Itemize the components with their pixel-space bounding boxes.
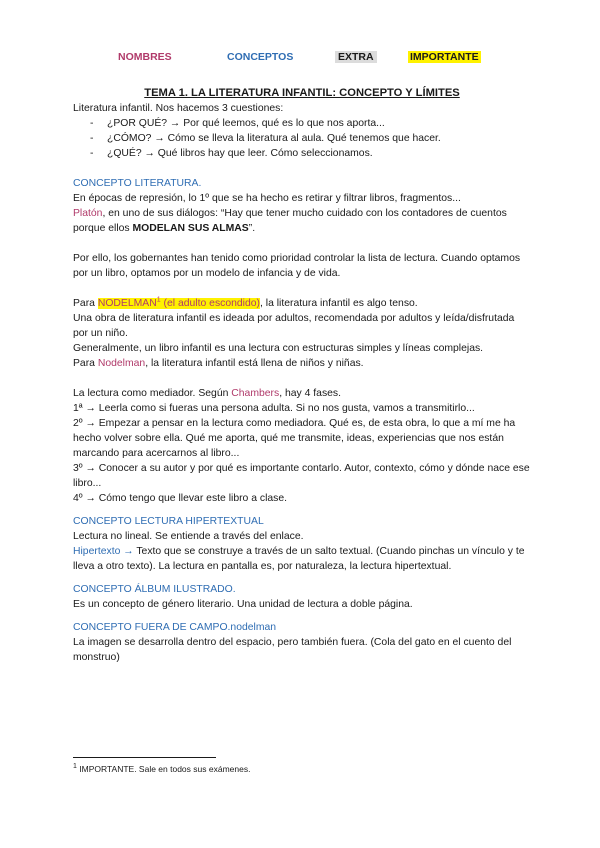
list-item: - ¿QUÉ? → Qué libros hay que leer. Cómo seleccionamos. bbox=[90, 146, 531, 161]
legend-nombres: NOMBRES bbox=[118, 51, 172, 63]
paragraph-text: Para bbox=[73, 298, 98, 309]
name-nodelman: nodelman bbox=[230, 622, 277, 633]
paragraph bbox=[73, 386, 531, 401]
section-heading: CONCEPTO LITERATURA. bbox=[73, 178, 202, 189]
name-chambers: Chambers bbox=[231, 388, 280, 399]
paragraph: Generalmente, un libro infantil es una lectura con estructuras simples y líneas complejas. bbox=[73, 343, 484, 354]
paragraph bbox=[73, 356, 531, 371]
list-item: - ¿POR QUÉ? → Por qué leemos, qué es lo que nos aporta... bbox=[90, 116, 531, 131]
name-platon: Platón bbox=[73, 208, 103, 219]
phase-item: 1ª → Leerla como si fueras una persona adulta. Si no nos gusta, vamos a transmitirlo... bbox=[73, 403, 475, 414]
paragraph: Por ello, los gobernantes han tenido como prioridad controlar la lista de lectura. Cuando optamos por un libro, optamos por un modelo de infancia y de vida. bbox=[73, 253, 521, 279]
paragraph-text: Texto que se construye a través de un salto textual. (Cuando pinchas un vínculo y te lleva a otro texto). La lectura en pantalla es, por naturaleza, la lectura hipertextual. bbox=[73, 546, 525, 572]
heading-text: CONCEPTO FUERA DE CAMPO. bbox=[73, 622, 231, 633]
phase-item: 2º → Empezar a pensar en la lectura como mediadora. Qué es, de esta obra, lo que a mí me ha hecho volver sobre ella. Qué me aporta, qué me transmite, ideas, experiencias que nos están marcando para acercarnos al libro... bbox=[73, 418, 516, 459]
paragraph bbox=[73, 296, 531, 311]
name-nodelman: Nodelman bbox=[97, 358, 146, 369]
paragraph bbox=[73, 544, 531, 574]
section-heading bbox=[73, 620, 531, 635]
paragraph-text: , la literatura infantil está llena de niños y niñas. bbox=[145, 358, 364, 369]
footnote-text: IMPORTANTE. Sale en todos sus exámenes. bbox=[76, 764, 251, 774]
questions-list bbox=[73, 116, 531, 161]
paragraph: La imagen se desarrolla dentro del espacio, pero también fuera. (Cola del gato en el cuento del monstruo) bbox=[73, 637, 512, 663]
emphasis: MODELAN SUS ALMAS bbox=[132, 223, 249, 234]
footnote-ref[interactable]: 1 bbox=[156, 296, 161, 304]
term-hipertexto: Hipertexto → bbox=[73, 546, 134, 557]
legend-extra: EXTRA bbox=[335, 51, 377, 63]
phase-item: 4º → Cómo tengo que llevar este libro a clase. bbox=[73, 493, 288, 504]
legend-importante: IMPORTANTE bbox=[410, 51, 479, 63]
phase-item: 3º → Conocer a su autor y por qué es importante contarlo. Autor, contexto, cómo y dónde nace ese libro... bbox=[73, 463, 530, 489]
paragraph: Una obra de literatura infantil es ideada por adultos, recomendada por adultos y leída/disfrutada por un niño. bbox=[73, 313, 515, 339]
paragraph-text: Para bbox=[73, 358, 98, 369]
legend-conceptos: CONCEPTOS bbox=[227, 51, 294, 63]
paragraph: En épocas de represión, lo 1º que se ha hecho es retirar y filtrar libros, fragmentos... bbox=[73, 193, 461, 204]
page-title: TEMA 1. LA LITERATURA INFANTIL: CONCEPTO Y LÍMITES bbox=[144, 87, 460, 99]
paragraph-text: , en uno de sus diálogos: “Hay que tener mucho cuidado con los contadores de cuentos porque ellos bbox=[73, 208, 507, 234]
footnote-divider bbox=[73, 757, 216, 758]
footnote-number: 1 bbox=[73, 763, 77, 771]
section-heading: CONCEPTO ÁLBUM ILUSTRADO. bbox=[73, 584, 236, 595]
paragraph-text: , hay 4 fases. bbox=[279, 388, 342, 399]
paragraph: Lectura no lineal. Se entiende a través del enlace. bbox=[73, 531, 304, 542]
name-nodelman-highlight bbox=[98, 298, 260, 309]
list-item: - ¿CÓMO? → Cómo se lleva la literatura al aula. Qué tenemos que hacer. bbox=[90, 131, 531, 146]
document-body bbox=[73, 86, 531, 665]
highlight-text: (el adulto escondido) bbox=[160, 298, 260, 309]
paragraph bbox=[73, 206, 531, 236]
section-heading: CONCEPTO LECTURA HIPERTEXTUAL bbox=[73, 516, 264, 527]
name-nodelman: NODELMAN bbox=[97, 298, 157, 309]
paragraph-text: , la literatura infantil es algo tenso. bbox=[260, 298, 418, 309]
footnote bbox=[73, 764, 250, 774]
paragraph: Es un concepto de género literario. Una unidad de lectura a doble página. bbox=[73, 599, 413, 610]
paragraph-text: ”. bbox=[248, 223, 256, 234]
paragraph-text: La lectura como mediador. Según bbox=[73, 388, 232, 399]
intro-text: Literatura infantil. Nos hacemos 3 cuestiones: bbox=[73, 103, 284, 114]
